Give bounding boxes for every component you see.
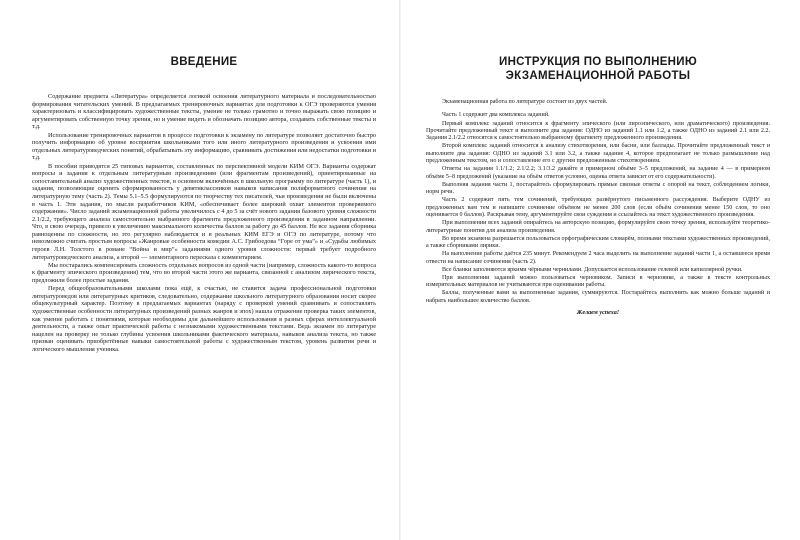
instruction-paragraph-5: Ответы на задания 1.1/1.2; 2.1/2.2; 3.1/3.2 давайте в примерном объёме 3–5 предложений, на задание 4 — в примерном объёме 5–8 предложений (указание на объём ответов условно, оценка ответа зависит от его содержательности). [426, 166, 770, 180]
instruction-paragraph-2: Часть 1 содержит два комплекса заданий. [442, 112, 550, 119]
instruction-paragraph-8: При выполнении всех заданий опирайтесь на авторскую позицию, формулируйте свою точку зрения, используйте теоретико-литературные понятия для анализа произведения. [426, 220, 770, 234]
instruction-paragraph-9: Во время экзамена разрешается пользоваться орфографическим словарём, полными текстами художественных произведений, а также сборниками лирики. [426, 235, 770, 250]
title-line-2: ЭКЗАМЕНАЦИОННОЙ РАБОТЫ [505, 70, 691, 82]
instruction-paragraph-1: Экзаменационная работа по литературе состоит из двух частей. [442, 99, 608, 105]
instruction-paragraph-3: Первый комплекс заданий относится к фрагменту эпического (или лироэпического, или драматического) произведения. Прочитайте предложенный текст и выполните два задания: ОДНО из заданий 1.1 или 1.2, а также ОДНО из заданий 2.1 или 2.2. Задания 2.1/2.2 относятся к самостоятельно выбранному фрагменту предложенного произведения. [426, 120, 770, 142]
instruction-paragraph-11: Все бланки заполняются яркими чёрными чернилами. Допускается использование гелевой или капиллярной ручки. [442, 266, 743, 273]
page-title [426, 55, 770, 83]
intro-paragraph-3: В пособии приводятся 25 типовых вариантов, составленных по перспективной модели КИМ ОГЭ. Варианты содержат вопросы и задания к отдельным литературным произведениям (или фрагментам произведений), ориентированные на сопоставительный анализ художественных текстов, в основном включённых в школьную программу по литературе (часть 1), и задания, позволяющие оценить сформированность у девятиклассников навыков написания полиформатного сочинения на литературную тему (часть 2). Темы 5.1–5.5 формулируются по творчеству тех писателей, чьи произведения не были включены в часть 1. Эти задания, по мысли разработчиков КИМ, «обеспечивает более широкий охват элементов проверяемого содержания». Число заданий экзаменационной работы увеличилось с 4 до 5 за счёт нового задания базового уровня сложности 2.1/2.2, требующего анализа самостоятельно выбранного фрагмента предложенного произведения в заданном направлении. Что, в свою очередь, привело к увеличению максимального количества баллов за работу до 45 баллов. Не все задания сборника равноценны по сложности, но это регулярно наблюдается и в реальных КИМ ЕГЭ и ОГЭ по литературе, потому что невозможно считать простым вопросы «Жанровые особенности комедии А.С. Грибоедова “Горе от ума”» и «Судьбы любимых героев Л.Н. Толстого в романе “Война и мир”» заданиями одного уровня сложности: первый требует подробного литературоведческого анализа, а второй — элементарного пересказа с комментарием. [32, 162, 376, 261]
title-line-1: ИНСТРУКЦИЯ ПО ВЫПОЛНЕНИЮ [499, 56, 697, 68]
instruction-paragraph-12: При выполнении заданий можно пользоваться черновиком. Записи в черновике, а также в тексте контрольных измерительных материалов не учитываются при оценивании работы. [426, 274, 770, 289]
instruction-paragraph-4: Второй комплекс заданий относится к анализу стихотворения, или басни, или баллады. Прочитайте предложенный текст и выполните два задания: ОДНО из заданий 3.1 или 3.2, а также задание 4, которое предполагает не только размышление над предложенным текстом, но и сопоставление его с другим предложенным стихотворением. [426, 143, 770, 165]
instruction-paragraph-10: На выполнение работы даётся 235 минут. Рекомендуем 2 часа выделить на выполнение заданий части 1, а оставшееся время отвести на написание сочинения (часть 2). [426, 251, 770, 265]
page-title: ВВЕДЕНИЕ [170, 56, 238, 68]
intro-paragraph-5: Перед общеобразовательными школами пока ещё, к счастью, не ставится задача профессиональной подготовки литературоведов или литературных критиков, следовательно, содержание школьного литературного образования носит скорее общекультурный характер. Поэтому в предлагаемых вариантах (наряду с проверкой умений сравнивать и сопоставлять художественные особенности литературных произведений разных жанров и эпох) нашла отражение проверка таких элементов, как умение работать с понятиями, которые необходимы для дальнейшего использования в разных сферах интеллектуальной деятельности, а также опыт практической работы с незнакомыми художественными текстами. Ведь экзамен по литературе нацелен на проверку не только глубины усвоения школьниками фактического материала, навыков анализа текста, но также призван оценивать приобретённые навыки самостоятельной работы с художественным текстом, уровень развития речи и логического мышления ученика. [32, 285, 376, 353]
instruction-paragraph-13: Баллы, полученные вами за выполненные задания, суммируются. Постарайтесь выполнить как можно больше заданий и набрать наибольшее количество баллов. [426, 290, 770, 304]
intro-paragraph-1: Содержание предмета «Литература» определяется логикой освоения литературного материала и последовательностью формирования читательских умений. В предлагаемых тренировочных вариантах для подготовки к ОГЭ проверяются умения характеризовать и классифицировать художественные тексты, умение не только грамотно и точно выражать свою позицию и аргументировать собственную точку зрения, но и умение видеть и обозначать позицию автора, создавать собственные тексты и т.д. [32, 93, 376, 131]
right-page [400, 0, 800, 540]
closing-wish: Желаем успеха! [576, 310, 620, 317]
intro-paragraph-4: Мы постарались компенсировать сложность отдельных вопросов из одной части (например, сложность какого-то вопроса к фрагменту эпического произведения) тем, что во второй части этого же варианта, связанной с анализом лирического текста, предложили более простые задания. [32, 261, 377, 285]
intro-paragraph-2: Использование тренировочных вариантов в процессе подготовки к экзамену по литературе позволяет достаточно быстро получить информацию об уровне восприятия школьниками того или иного литературного произведения и усвоения ими отдельных литературоведческих понятий, обрабатывать эту информацию, сравнивать достижения или недостатки подготовки и т.д. [32, 131, 376, 162]
instruction-paragraph-6: Выполняя задания части 1, постарайтесь сформулировать прямые связные ответы с опорой на текст, соблюдением логики, норм речи. [426, 181, 770, 196]
instruction-paragraph-7: Часть 2 содержит пять тем сочинений, требующих развёрнутого письменного рассуждения. Выберите ОДНУ из предложенных вам тем и напишите сочинение объёмом не менее 200 слов (если объём сочинения менее 150 слов, то оно оценивается 0 баллов). Раскрывая тему, аргументируйте свои суждения и ссылайтесь на текст художественного произведения. [426, 197, 770, 219]
